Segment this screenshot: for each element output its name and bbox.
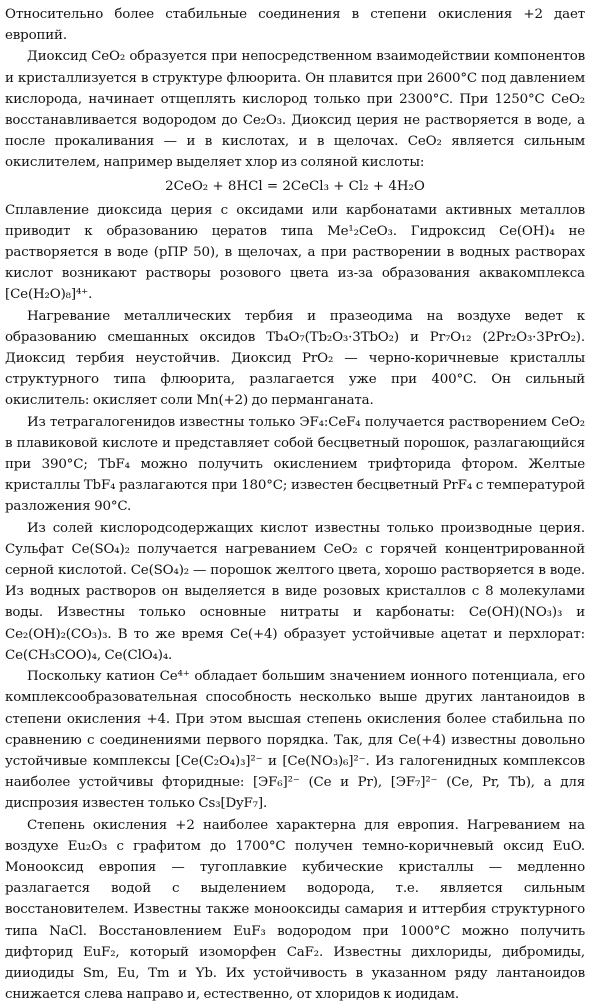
paragraph-oxoacid-salts: Из солей кислородсодержащих кислот известны только производные церия. Сульфат Ce(SO₄)₂ получается нагреванием CeO₂ с горячей концентрированной серной кислотой. Ce(SO₄)₂ — порошок желтого цвета, хорошо растворяется в воде. Из водных растворов он выделяется в виде розовых кристаллов с 8 молекулами воды. Известны только основные нитраты и карбонаты: Ce(OH)(NO₃)₃ и Ce₂(OH)₂(CO₃)₃. В то же время Ce(+4) образует устойчивые ацетат и перхлорат: Ce(CH₃COO)₄, Ce(ClO₄)₄. [5, 520, 585, 663]
paragraph-cerium-complexes: Поскольку катион Ce⁴⁺ обладает большим значением ионного потенциала, его комплексообразовательная способность несколько выше других лантаноидов в степени окисления +4. При этом высшая степень окисления более стабильна по сравнению с соединениями первого порядка. Так, для Ce(+4) известны довольно устойчивые комплексы [Ce(C₂O₄)₃]²⁻ и [Ce(NO₃)₆]²⁻. Из галогенидных комплексов наиболее устойчивы фторидные: [ЭF₆]²⁻ (Ce и Pr), [ЭF₇]²⁻ (Ce, Pr, Tb), а для диспрозия известен только Cs₃[DyF₇]. [5, 669, 585, 812]
paragraph-cerates-hydroxide: Сплавление диоксида церия с оксидами или карбонатами активных металлов приводит к образованию цератов типа Me¹₂CeO₃. Гидроксид Ce(OH)₄ не растворяется в воде (рПР 50), в щелочах, а при растворении в водных растворах кислот возникают растворы розового цвета из-за образования аквакомплекса [Ce(H₂O)₈]⁴⁺. [5, 202, 585, 303]
paragraph-cerium-dioxide: Диоксид CeO₂ образуется при непосредственном взаимодействии компонентов и кристаллизуется в структуре флюорита. Он плавится при 2600°C под давлением кислорода, начинает отщеплять кислород только при 2300°C. При 1250°C CeO₂ восстанавливается водородом до Ce₂O₃. Диоксид церия не растворяется в воде, а после прокаливания — и в кислотах, и в щелочах. CeO₂ является сильным окислителем, например выделяет хлор из соляной кислоты: [5, 49, 585, 171]
paragraph-terbium-praseodymium-oxides: Нагревание металлических тербия и празеодима на воздухе ведет к образованию смешанных оксидов Tb₄O₇(Tb₂O₃·3TbO₂) и Pr₇O₁₂ (2Pr₂O₃·3PrO₂). Диоксид тербия неустойчив. Диоксид PrO₂ — черно-коричневые кристаллы структурного типа флюорита, разлагается уже при 400°C. Он сильный окислитель: окисляет соли Mn(+2) до перманганата. [5, 308, 585, 409]
paragraph-tetrahalides: Из тетрагалогенидов известны только ЭF₄:CeF₄ получается растворением CeO₂ в плавиковой кислоте и представляет собой бесцветный порошок, разлагающийся при 390°C; TbF₄ можно получить окислением трифторида фтором. Желтые кристаллы TbF₄ разлагаются при 180°C; известен бесцветный PrF₄ с температурой разложения 90°C. [5, 414, 585, 515]
paragraph-oxidation-state-two: Степень окисления +2 наиболее характерна для европия. Нагреванием на воздухе Eu₂O₃ с графитом до 1700°C получен темно-коричневый оксид EuO. Монооксид европия — тугоплавкие кубические кристаллы — медленно разлагается водой с выделением водорода, т.е. является сильным восстановителем. Известны также монооксиды самария и иттербия структурного типа NaCl. Восстановлением EuF₃ водородом при 1000°C можно получить дифторид EuF₂, который изоморфен CaF₂. Известны дихлориды, дибромиды, дииодиды Sm, Eu, Tm и Yb. Их устойчивость в указанном ряду лантаноидов снижается слева направо и, естественно, от хлоридов к иодидам. [5, 817, 585, 1003]
reaction-equation: 2CeO₂ + 8HCl = 2CeCl₃ + Cl₂ + 4H₂O [165, 178, 425, 194]
paragraph-europium-stability: Относительно более стабильные соединения в степени окисления +2 дает европий. [5, 7, 585, 44]
